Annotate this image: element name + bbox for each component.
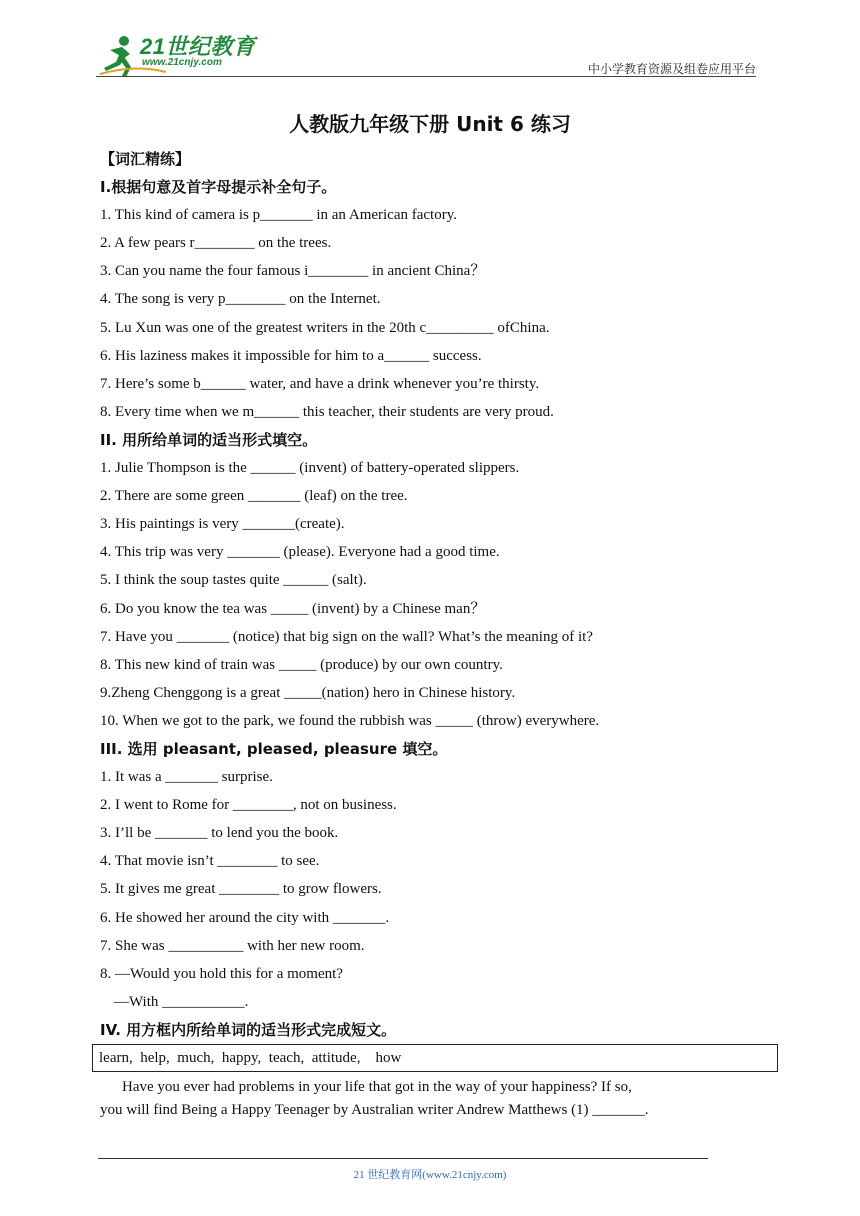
question-item: 1. It was a _______ surprise. [100, 769, 273, 786]
question-item: 3. I’ll be _______ to lend you the book. [100, 825, 339, 842]
question-item: 1. Julie Thompson is the ______ (invent) of battery-operated slippers. [100, 460, 520, 477]
passage-line: you will find Being a Happy Teenager by Australian writer Andrew Matthews (1) _______. [100, 1102, 649, 1118]
question-item: 3. Can you name the four famous i________ in ancient China？ [100, 263, 486, 280]
question-item: 8. Every time when we m______ this teacher, their students are very proud. [100, 403, 554, 420]
question-item: 8. —Would you hold this for a moment? [100, 965, 343, 982]
word-box: learn, help, much, happy, teach, attitude, how [92, 1044, 778, 1072]
part1-heading: I.根据句意及首字母提示补全句子。 [100, 178, 337, 197]
question-item: 8. This new kind of train was _____ (produce) by our own country. [100, 656, 503, 673]
question-item: 3. His paintings is very _______(create). [100, 516, 345, 533]
part4-heading: IV. 用方框内所给单词的适当形式完成短文。 [100, 1020, 397, 1039]
section-vocab-heading: 【词汇精练】 [100, 150, 191, 168]
question-item: 2. I went to Rome for ________, not on business. [100, 797, 397, 814]
question-item: 7. Have you _______ (notice) that big sign on the wall? What’s the meaning of it? [100, 628, 593, 645]
question-item: 5. I think the soup tastes quite ______ (salt). [100, 572, 367, 589]
page-title: 人教版九年级下册 Unit 6 练习 [289, 112, 571, 136]
question-item: 6. Do you know the tea was _____ (invent) by a Chinese man？ [100, 600, 486, 617]
header-platform-text: 中小学教育资源及组卷应用平台 [587, 62, 756, 76]
question-item: 2. A few pears r________ on the trees. [100, 235, 332, 252]
logo-url: www.21cnjy.com [142, 57, 222, 68]
question-item: 1. This kind of camera is p_______ in an American factory. [100, 207, 457, 224]
footer-divider [98, 1158, 708, 1159]
question-item: 5. Lu Xun was one of the greatest writers in the 20th c_________ ofChina. [100, 319, 550, 336]
question-item: 7. Here’s some b______ water, and have a drink whenever you’re thirsty. [100, 375, 540, 392]
exercise-content [100, 145, 780, 1044]
question-item: 6. He showed her around the city with _______. [100, 909, 390, 926]
question-item: 6. His laziness makes it impossible for him to a______ success. [100, 347, 482, 364]
part2-heading: II. 用所给单词的适当形式填空。 [100, 430, 318, 449]
question-item-reply: —With ___________. [114, 993, 249, 1010]
question-item: 4. This trip was very _______ (please). Everyone had a good time. [100, 544, 500, 561]
passage-paragraph [100, 1076, 770, 1122]
part3-heading: III. 选用 pleasant, pleased, pleasure 填空。 [100, 739, 448, 758]
passage-line: Have you ever had problems in your life that got in the way of your happiness? If so, [122, 1079, 632, 1095]
question-item: 10. When we got to the park, we found the rubbish was _____ (throw) everywhere. [100, 712, 600, 729]
question-item: 7. She was __________ with her new room. [100, 937, 365, 954]
page-header [96, 30, 756, 78]
header-divider [96, 76, 756, 77]
question-item: 9.Zheng Chenggong is a great _____(nation) hero in Chinese history. [100, 684, 516, 701]
footer-text: 21 世纪教育网(www.21cnjy.com) [353, 1169, 507, 1181]
question-item: 2. There are some green _______ (leaf) on the tree. [100, 488, 408, 505]
logo-text: 21世纪教育 [140, 34, 256, 59]
question-item: 4. The song is very p________ on the Internet. [100, 291, 381, 308]
question-item: 5. It gives me great ________ to grow flowers. [100, 881, 382, 898]
question-item: 4. That movie isn’t ________ to see. [100, 853, 320, 870]
